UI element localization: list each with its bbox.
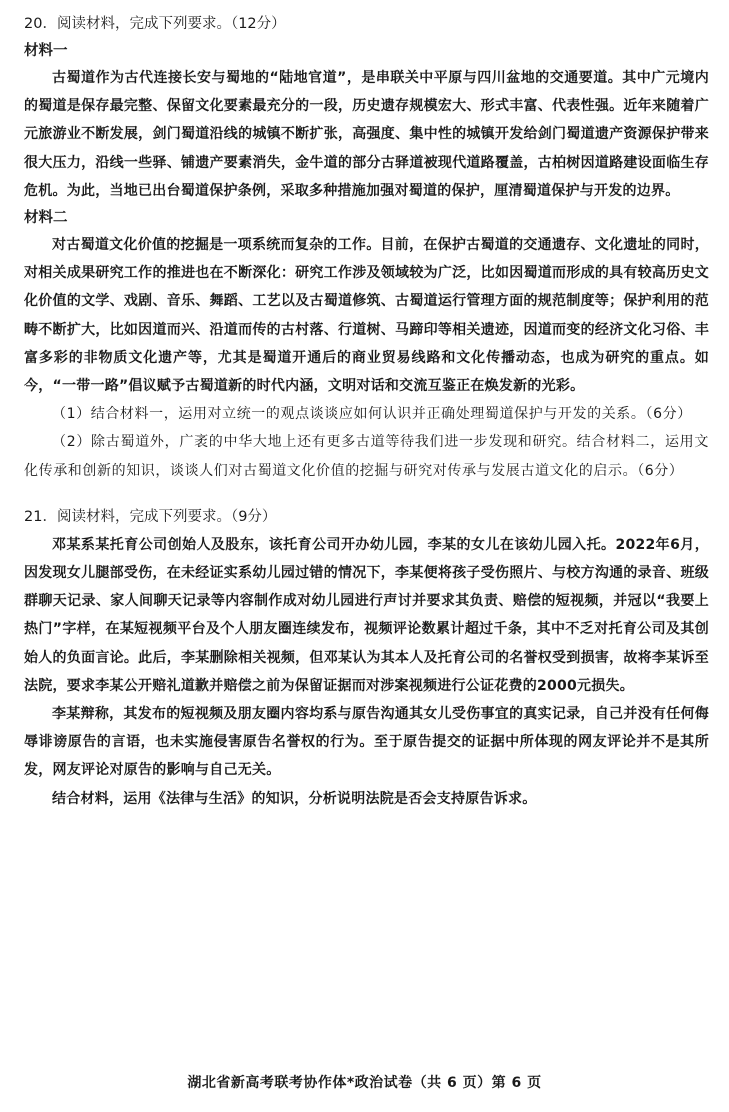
material-1-label: 材料一: [24, 43, 68, 59]
material-2-text: 对古蜀道文化价值的挖掘是一项系统而复杂的工作。目前，在保护古蜀道的交通遗存、文化遗址的同时，对相关成果研究工作的推进也在不断深化：研究工作涉及领域较为广泛，比如因蜀道而形成的具有较高历史文化价值的文学、戏剧、音乐、舞蹈、工艺以及古蜀道修筑、古蜀道运行管理方面的规范制度等；保护利用的范畴不断扩大，比如因道而兴、沿道而传的古村落、行道树、马蹄印等相关遗迹，因道而变的经济文化习俗、丰富多彩的非物质文化遗产等，尤其是蜀道开通后的商业贸易线路和文化传播动态，也成为研究的重点。如今，“一带一路”倡议赋予古蜀道新的时代内涵，文明对话和交流互鉴正在焕发新的光彩。: [24, 237, 709, 395]
question-20-sub-2: （2）除古蜀道外，广袤的中华大地上还有更多古道等待我们进一步发现和研究。结合材料二，运用文化传承和创新的知识，谈谈人们对古蜀道文化价值的挖掘与研究对传承与发展古道文化的启示。（6分）: [24, 434, 709, 479]
page-footer: 湖北省新高考联考协作体*政治试卷（共 6 页）第 6 页: [187, 1075, 542, 1091]
question-21-prompt: 结合材料，运用《法律与生活》的知识，分析说明法院是否会支持原告诉求。: [52, 790, 537, 807]
section-gap: [24, 485, 709, 503]
question-21-title: 21．阅读材料，完成下列要求。（9分）: [24, 508, 277, 525]
material-2-label: 材料二: [24, 210, 68, 227]
question-21-material-2: 李某辩称，其发布的短视频及朋友圈内容均系与原告沟通其女儿受伤事宜的真实记录，自己并没有任何侮辱诽谤原告的言语，也未实施侵害原告名誉权的行为。至于原告提交的证据中所体现的网友评论并不是其所发，网友评论对原告的影响与自己无关。: [24, 706, 709, 779]
question-21-material-1: 邓某系某托育公司创始人及股东，该托育公司开办幼儿园，李某的女儿在该幼儿园入托。2022年6月，因发现女儿腿部受伤，在未经证实系幼儿园过错的情况下，李某便将孩子受伤照片、与校方沟通的录音、班级群聊天记录、家人间聊天记录等内容制作成对幼儿园进行声讨并要求其负责、赔偿的短视频，并冠以“我要上热门”字样，在某短视频平台及个人朋友圈连续发布，视频评论数累计超过千条，其中不乏对托育公司及其创始人的负面言论。此后，李某删除相关视频，但邓某认为其本人及托育公司的名誉权受到损害，故将李某诉至法院，要求李某公开赔礼道歉并赔偿之前为保留证据而对涉案视频进行公证花费的2000元损失。: [24, 536, 709, 694]
question-20-title: 20．阅读材料，完成下列要求。（12分）: [24, 16, 286, 32]
material-1-text: 古蜀道作为古代连接长安与蜀地的“陆地官道”，是串联关中平原与四川盆地的交通要道。其中广元境内的蜀道是保存最完整、保留文化要素最充分的一段，历史遗存规模宏大、形式丰富、代表性强。近年来随着广元旅游业不断发展，剑门蜀道沿线的城镇不断扩张，高强度、集中性的城镇开发给剑门蜀道遗产资源保护带来很大压力，沿线一些驿、铺遗产要素消失，金牛道的部分古驿道被现代道路覆盖，古柏树因道路建设面临生存危机。为此，当地已出台蜀道保护条例，采取多种措施加强对蜀道的保护，厘清蜀道保护与开发的边界。: [24, 70, 709, 199]
question-20-sub-1: （1）结合材料一，运用对立统一的观点谈谈应如何认识并正确处理蜀道保护与开发的关系。（6分）: [52, 406, 692, 423]
